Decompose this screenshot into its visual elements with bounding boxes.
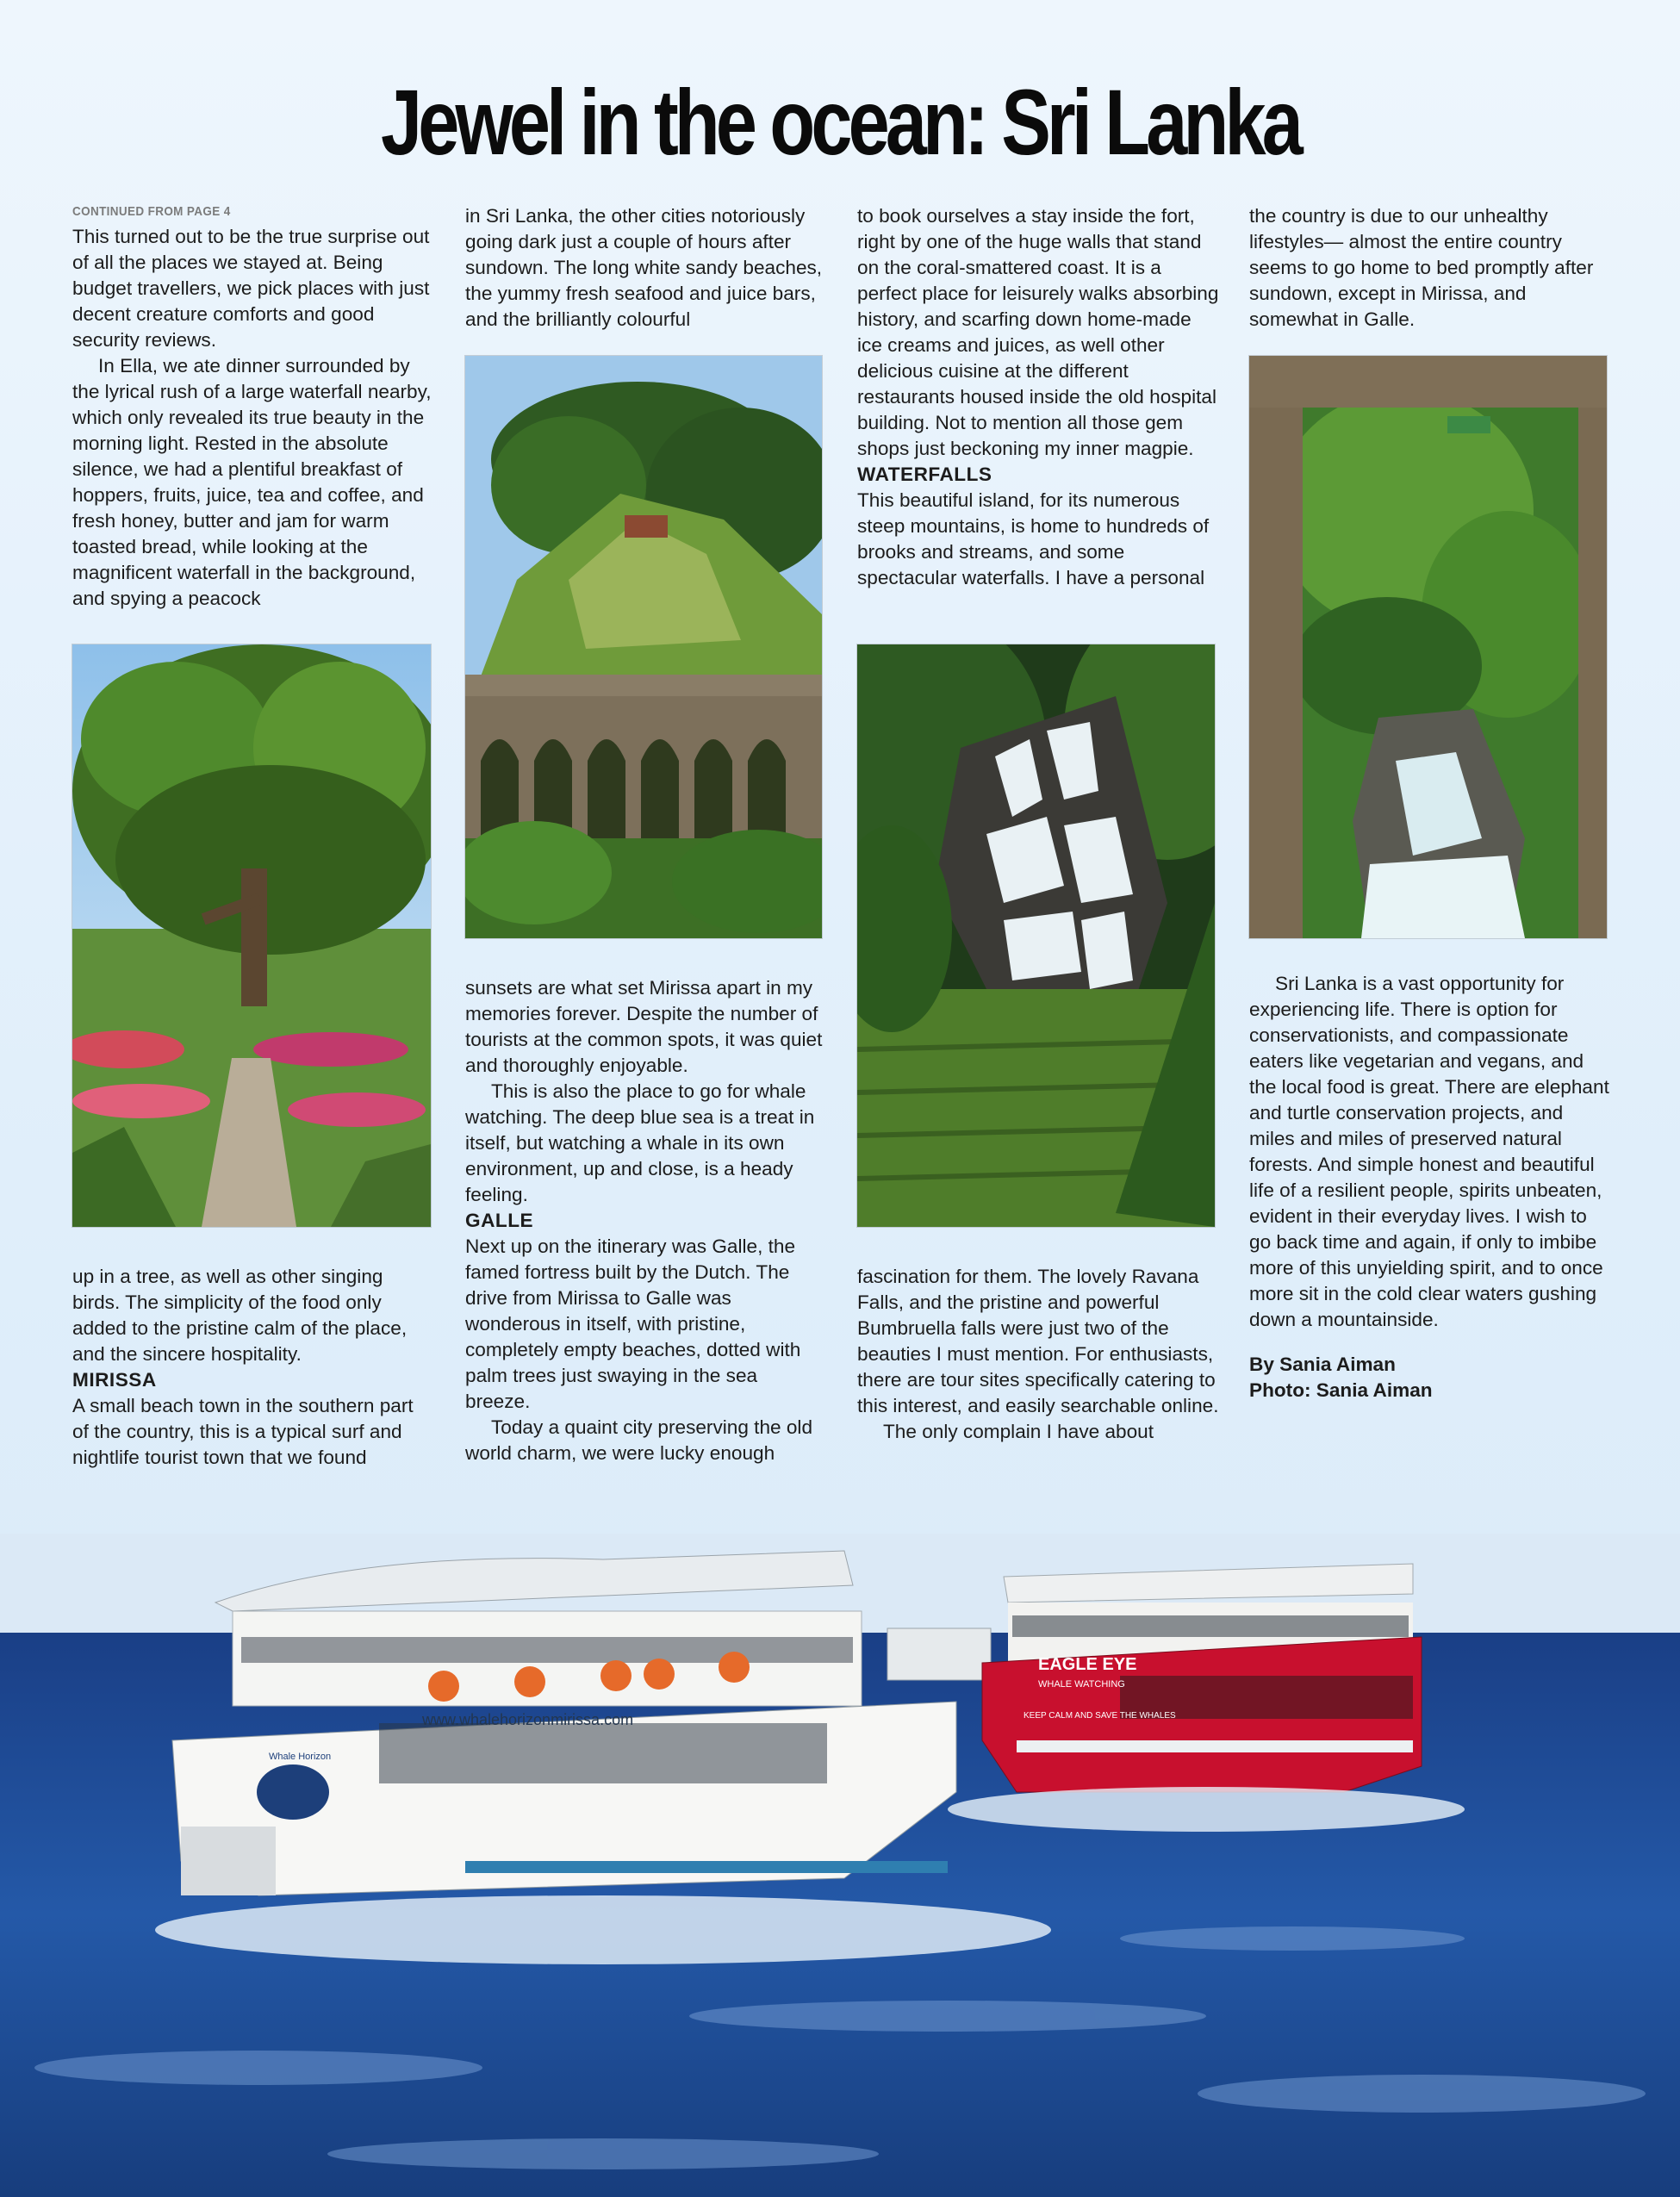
paragraph: fascination for them. The lovely Ravana Falls, and the pristine and powerful Bumbruella falls were just two of the beauties I must mention. For enthusiasts, there are tour sites specifically catering to this interest, and easily searchable online. (857, 1266, 1219, 1416)
section-heading-galle: GALLE (465, 1210, 534, 1231)
col2-bottom-text (465, 975, 827, 1466)
col3-top-text (857, 203, 1219, 591)
byline: By Sania Aiman (1249, 1354, 1396, 1375)
col4-top-text (1249, 203, 1611, 333)
left-boat-url: www.whalehorizonmirissa.com (422, 1711, 634, 1728)
paragraph: Sri Lanka is a vast opportunity for experiencing life. There is option for conservationists, and compassionate eaters like vegetarian and vegans, and the local food is great. There are elephant and turtle conservation projects, and miles and miles of preserved natural forests. And simple honest and beautiful life of a resilient people, spirits unbeaten, evident in their everyday lives. I wish to go back time and again, if only to imbibe more of this unyielding spirit, and to once more sit in the cold clear waters gushing down a mountainside. (1249, 973, 1609, 1330)
left-boat-badge: Whale Horizon (269, 1752, 332, 1762)
garden-tree-photo (72, 644, 431, 1227)
col4-bottom-text (1249, 971, 1611, 1403)
paragraph: This beautiful island, for its numerous steep mountains, is home to hundreds of brooks and streams, and some spectacular waterfalls. I have a personal (857, 489, 1210, 588)
whale-watching-boats-photo (0, 1534, 1680, 2197)
waterfall-photo (857, 644, 1215, 1227)
right-boat-sub: WHALE WATCHING (1038, 1679, 1125, 1690)
paragraph: to book ourselves a stay inside the fort, right by one of the huge walls that stand on the coral-smattered coast. It is a perfect place for leisurely walks absorbing history, and scarfing down home-made ice creams and juices, as well other delicious cuisine at the different restaurants housed inside the old hospital building. Not to mention all those gem shops just beckoning my inner magpie. (857, 205, 1219, 459)
col3-bottom-text (857, 1264, 1219, 1445)
col1-top-text (72, 224, 434, 612)
paragraph: In Ella, we ate dinner surrounded by the lyrical rush of a large waterfall nearby, which only revealed its true beauty in the morning light. Rested in the absolute silence, we had a plentiful breakfast of hoppers, fruits, juice, tea and coffee, and fresh honey, butter and jam for warm toasted bread, while looking at the magnificent waterfall in the background, and spying a peacock (72, 355, 432, 609)
paragraph: Next up on the itinerary was Galle, the famed fortress built by the Dutch. The drive from Mirissa to Galle was wonderous in itself, with pristine, completely empty beaches, dotted with palm trees just swaying in the sea breeze. (465, 1235, 801, 1412)
paragraph: the country is due to our unhealthy lifestyles— almost the entire country seems to go home to bed promptly after sundown, except in Mirissa, and somewhat in Galle. (1249, 205, 1594, 330)
col2-top-text (465, 203, 827, 333)
paragraph: Today a quaint city preserving the old world charm, we were lucky enough (465, 1416, 813, 1464)
section-heading-waterfalls: WATERFALLS (857, 464, 992, 485)
paragraph: The only complain I have about (883, 1421, 1154, 1442)
continued-kicker: CONTINUED FROM PAGE 4 (72, 204, 231, 219)
paragraph: This is also the place to go for whale watching. The deep blue sea is a treat in itself, but watching a whale in its own environment, up and close, is a heady feeling. (465, 1080, 815, 1205)
stream-photo (1249, 356, 1607, 938)
paragraph: sunsets are what set Mirissa apart in my memories forever. Despite the number of tourists at the common spots, it was quiet and thoroughly enjoyable. (465, 977, 823, 1076)
nine-arch-bridge-photo (465, 356, 822, 938)
page-title: Jewel in the ocean: Sri Lanka (380, 70, 1299, 174)
paragraph: A small beach town in the southern part of the country, this is a typical surf and nightlife tourist town that we found (72, 1395, 414, 1468)
paragraph: in Sri Lanka, the other cities notoriously going dark just a couple of hours after sundown. The long white sandy beaches, the yummy fresh seafood and juice bars, and the brilliantly colourful (465, 205, 823, 330)
col1-bottom-text (72, 1264, 434, 1471)
paragraph: up in a tree, as well as other singing birds. The simplicity of the food only added to the pristine calm of the place, and the sincere hospitality. (72, 1266, 408, 1365)
section-heading-mirissa: MIRISSA (72, 1369, 157, 1391)
photo-credit: Photo: Sania Aiman (1249, 1379, 1433, 1401)
right-boat-slogan: KEEP CALM AND SAVE THE WHALES (1024, 1711, 1176, 1721)
right-boat-name: EAGLE EYE (1038, 1655, 1137, 1674)
paragraph: This turned out to be the true surprise out of all the places we stayed at. Being budget travellers, we pick places with just decent creature comforts and good security reviews. (72, 226, 430, 351)
